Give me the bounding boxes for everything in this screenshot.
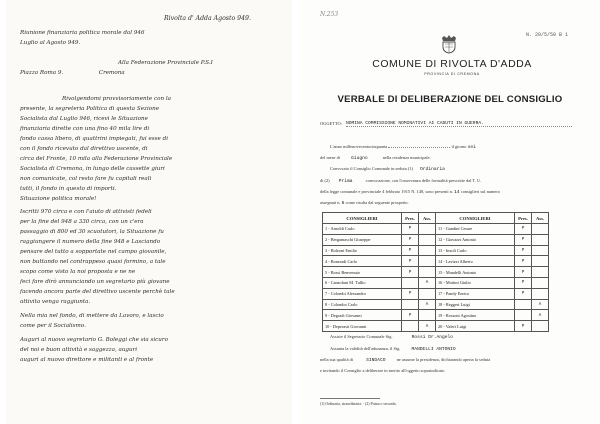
table-row (323, 277, 549, 288)
consigliere-name: 8 - Colombo Carlo (323, 299, 402, 310)
letter-line: non comunicate, col resto fare fu capitali reali (20, 176, 152, 182)
handwritten-ref-number: N.253 (320, 11, 339, 18)
consigliere-name: 4 - Bonzardi Carlo (323, 256, 402, 267)
nella-line: nella sua qualità di SINDACO ne assume la presidenza, dichiarando aperta la seduta (320, 357, 491, 363)
letter-date: Rivolta d' Adda Agosto 949. (164, 15, 251, 22)
consigliere-name: 3 - Bolzoni Emilio (323, 245, 402, 256)
table-row (323, 267, 549, 278)
consigliere-name: 7 - Colombi Alessandro (323, 288, 402, 299)
presence-mark: P (515, 288, 532, 299)
municipal-crest-icon (439, 34, 459, 54)
intro-line-3: Convocato il Consiglio Comunale in seduta (1) Ordinaria (330, 166, 445, 172)
letter-line: auguri al nuovo direttore e militanti e al fronte (20, 357, 154, 363)
table-row (323, 234, 549, 245)
letter-line: Auguri al nuovo segretario G. Boleggi che sia sicuro (20, 337, 168, 343)
presence-mark: P (515, 277, 532, 288)
intro-line-2: del mese di Giugno nella residenza municipale. (320, 155, 431, 161)
header-pres-right: Pres. (515, 213, 532, 224)
absence-mark (419, 310, 436, 321)
invita-line: e invitando il Consiglio a deliberare in merito all'oggetto sopraindicato. (320, 368, 446, 373)
consigliere-name: 20 - Valeri Luigi (436, 321, 515, 332)
letter-line: attivita venga raggiunta. (20, 299, 91, 305)
consigliere-name: 6 - Canzolani M. Tullio (323, 277, 402, 288)
absence-mark (419, 245, 436, 256)
header-ass-right: Ass. (532, 213, 549, 224)
absence-mark: A (419, 277, 436, 288)
letter-line: Socialista dal Luglio 946, ricevi le Situazione (20, 116, 148, 122)
header-pres-left: Pres. (402, 213, 419, 224)
absence-mark: A (419, 321, 436, 332)
presence-mark: P (402, 267, 419, 278)
header-consiglieri-right: CONSIGLIERI (436, 213, 515, 224)
table-row (323, 299, 549, 310)
oggetto-label: OGGETTO: (320, 121, 342, 126)
header-consiglieri-left: CONSIGLIERI (323, 213, 402, 224)
verbale-document-page (300, 0, 600, 424)
letter-line: feci fare dirò annunciando un segretario più giovane (20, 279, 170, 285)
table-row (323, 245, 549, 256)
letter-line: Nella mia nel fondo, di mettere da Lavoro, e lascio (20, 313, 164, 319)
handwritten-letter-page (6, 0, 292, 424)
assunta-line: Assunta la validità dell'adunanza, il Sig. MANDELLI ANTONIO (330, 346, 456, 352)
letter-line: Piazza Roma 9. Cremona (20, 70, 125, 76)
oggetto-value: NOMINA COMMISSIONE NOMINATIVI AI CADUTI IN GUERRA. (346, 121, 572, 127)
presence-mark (515, 310, 532, 321)
presence-mark: P (402, 288, 419, 299)
absence-mark: A (532, 299, 549, 310)
letter-line: facendo ancora parte del direttivo uscente perchè tale (20, 289, 175, 295)
intro-line-1: L'anno millenovecentocinquanta il giorno sei (330, 144, 476, 150)
intro-line-4: di (2) Prima convocazione, con l'osservanza delle formalità prescritte dal T. U. (320, 178, 482, 184)
comune-title: COMUNE DI RIVOLTA D'ADDA (372, 58, 532, 70)
absence-mark (532, 321, 549, 332)
letter-line: del noi e buon attività e saggezza, auguri (20, 347, 138, 353)
absence-mark (532, 288, 549, 299)
table-row (323, 224, 549, 235)
letter-line: Rivolgendomi provvisoriamente con la (62, 96, 171, 102)
consigliere-name: 1 - Arnoldi Carlo (323, 224, 402, 235)
consigliere-name: 13 - Inzoli Carlo (436, 245, 515, 256)
presence-mark (402, 277, 419, 288)
provincia-subtitle: PROVINCIA DI CREMONA (424, 72, 480, 76)
absence-mark (419, 234, 436, 245)
table-header-row (323, 213, 549, 224)
consigliere-name: 19 - Rossoni Agostino (436, 310, 515, 321)
presence-mark: P (515, 224, 532, 235)
letter-line: Luglio al Agosto 949. (20, 40, 81, 46)
presence-mark: P (515, 321, 532, 332)
presence-mark (402, 321, 419, 332)
absence-mark (532, 256, 549, 267)
letter-line: Situazione politica morale! (20, 196, 97, 202)
letter-line: pensare del tutto a sopportate nel campo giovanile, (20, 249, 167, 255)
letter-line: circa del Fronte, 10 mila alla Federazione Provinciale (20, 156, 173, 162)
absence-mark: A (419, 299, 436, 310)
consigliere-name: 11 - Gandini Cesare (436, 224, 515, 235)
intro-line-6: assegnati n. 6 come risulta dal seguente prospetto: (320, 200, 409, 206)
absence-mark (532, 277, 549, 288)
consigliere-name: 17 - Pandy Enrico (436, 288, 515, 299)
letter-line: fondo cassa libero, di quattrini impiegati, fui esse di (20, 136, 168, 142)
consigliere-name: 14 - Lavizzi Alberto (436, 256, 515, 267)
letter-line: Socialista di Cremona, in lungo delle cassette giuri (20, 166, 165, 172)
presence-mark: P (515, 234, 532, 245)
intro-line-5: della legge comunale e provinciale 4 febbraio 1915 N. 148, sono presenti n. 14 consiglieri sul numero (320, 189, 501, 195)
table-row (323, 310, 549, 321)
presence-mark: P (515, 267, 532, 278)
absence-mark (532, 245, 549, 256)
consigliere-name: 10 - Deperasti Giovanni (323, 321, 402, 332)
presence-mark (402, 299, 419, 310)
absence-mark (419, 267, 436, 278)
footnote: (1) Ordinaria, straordinaria. - (2) Prima o seconda. (320, 402, 397, 406)
consigliere-name: 12 - Giavazzi Antonio (436, 234, 515, 245)
letter-line: raggiungere il numero della fine 948 e Lasciando (20, 239, 161, 245)
presence-mark: P (402, 310, 419, 321)
footnote-divider (320, 398, 380, 399)
letter-line: Iscritti 970 circa e con l'aiuto di attivisti fedeli (20, 209, 152, 215)
presence-mark: P (515, 245, 532, 256)
consigliere-name: 2 - Bergamaschi Giuseppe (323, 234, 402, 245)
letter-line: Alla Federazione Provinciale P.S.I (118, 60, 213, 66)
absence-mark (532, 224, 549, 235)
consigliere-name: 18 - Reggeri Luigi (436, 299, 515, 310)
letter-line: non buttando nel contrappeso quasi formino, a tale (20, 259, 166, 265)
presence-mark: P (402, 224, 419, 235)
table-row (323, 321, 549, 332)
letter-line: scopo come visto la noi proposta e ne ne (20, 269, 136, 275)
table-row (323, 288, 549, 299)
letter-line: Riunione finanziaria politica morale dal 946 (20, 30, 145, 36)
table-row (323, 256, 549, 267)
letter-line: presente, la segreteria Politica di questa Sezione (20, 106, 160, 112)
verbale-title: VERBALE DI DELIBERAZIONE DEL CONSIGLIO (337, 94, 563, 105)
letter-line: finanziaria dirette con una fino 40 mila lire di (20, 126, 150, 132)
presence-mark (515, 299, 532, 310)
letter-line: passaggio di 800 ed 30 scuotutori, la Situazione fu (20, 229, 164, 235)
letter-line: tutti, il fondo in questo di importi. (20, 186, 117, 192)
presence-mark: P (402, 256, 419, 267)
header-ass-left: Ass. (419, 213, 436, 224)
absence-mark (419, 256, 436, 267)
absence-mark (419, 224, 436, 235)
absence-mark: A (532, 310, 549, 321)
letter-line: per la fine del 948 a 330 circa, con un c'era (20, 219, 144, 225)
absence-mark (532, 267, 549, 278)
letter-line: con il fondo ricevuto dal direttivo uscente, di (20, 146, 148, 152)
consiglieri-table (322, 212, 549, 332)
presence-mark: P (515, 256, 532, 267)
absence-mark (532, 234, 549, 245)
absence-mark (419, 288, 436, 299)
assiste-line: Assiste il Segretario Comunale Sig. Rossi Dr.Angelo (330, 334, 454, 340)
document-ref-number: N. 20/5/50 B 1 (526, 32, 569, 38)
consigliere-name: 15 - Mandelli Antonio (436, 267, 515, 278)
consigliere-name: 5 - Bossi Benvenuto (323, 267, 402, 278)
consigliere-name: 16 - Mottini Giulio (436, 277, 515, 288)
presence-mark: P (402, 245, 419, 256)
consigliere-name: 9 - Degradi Giovanni (323, 310, 402, 321)
letter-line: come per il Socialismo. (20, 323, 86, 329)
presence-mark: P (402, 234, 419, 245)
